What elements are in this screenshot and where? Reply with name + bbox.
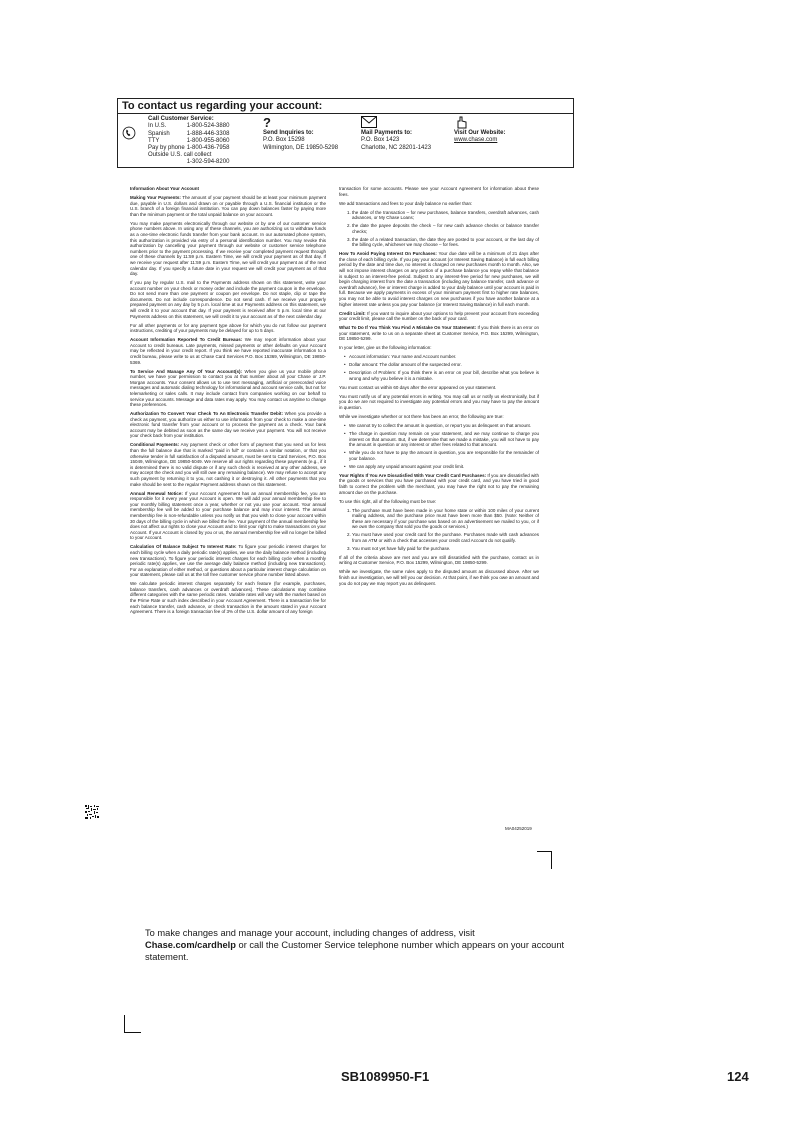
paragraph: For all other payments or for any payment type above for which you do not follow our payment instructions, crediting of your payments may be delayed for up to 5 days. <box>130 322 326 334</box>
web-heading: Visit Our Website: <box>454 130 506 136</box>
page-number: 124 <box>727 1069 749 1084</box>
paragraph: You must contact us within 60 days after the error appeared on your statement. <box>339 384 497 390</box>
phone-label: TTY <box>148 137 160 144</box>
phone-label: Pay by phone <box>148 145 185 152</box>
list-item: • Description of Problem: If you think there is an error on your bill, describe what you believe is wrong and why you believe it is a mistake. <box>349 370 539 381</box>
right-column <box>339 186 539 590</box>
paragraph: We calculate periodic interest charges separately for each feature (for example, purchases, balance transfers, cash advances or overdraft advances). These calculations may combine different categories with the same periodic rates. Variable rates will vary with the market based on the Prime Rate or such index described in your Account Agreement. There is a transaction fee for each balance transfer, cash advance, or check transaction in the amount stated in your Account Agreement. There is a foreign transaction fee of 3% of the U.S. dollar amount of any foreign <box>130 581 326 615</box>
paragraph: Account Information Reported To Credit Bureaus: We may report information about your Account to credit bureaus. Late payments, missed payments or other defaults on your Account may be reflected in your credit report. If you think we have reported inaccurate information to a credit bureau, please write to us at Chase Card Services P.O. Box 15369, Wilmington, DE 19850-5369. <box>130 337 326 365</box>
visit-website <box>454 116 505 145</box>
document-code: SB1089950-F1 <box>341 1069 430 1084</box>
phone-row <box>148 159 229 166</box>
paragraph: We add transactions and fees to your daily balance no earlier than: <box>339 200 473 206</box>
phone-row <box>148 123 229 130</box>
phone-label <box>148 159 185 166</box>
contact-columns <box>118 114 573 168</box>
list-item: • We can apply any unpaid amount against your credit limit. <box>349 464 539 470</box>
list-item: 1. the date of the transaction – for new purchases, balance transfers, overdraft advances, cash advances, or My Chase Loans; <box>352 210 539 221</box>
phone-number[interactable]: 1-888-446-3308 <box>186 130 230 137</box>
contact-box <box>117 98 574 168</box>
question-mark-icon: ? <box>263 115 271 130</box>
phone-table <box>148 123 229 166</box>
phone-row <box>148 138 229 145</box>
paragraph: Calculation Of Balance Subject To Interest Rate: To figure your periodic interest charges for each billing cycle when a daily periodic rate(s) applies, we use the daily balance method (including new transactions). To figure your periodic interest charges for each billing cycle when a monthly periodic rate(s) applies, we use the average daily balance method (including new transactions). For an explanation of either method, or questions about a particular interest charge calculation on your statement, please call us at the toll free customer service phone number listed above. <box>130 544 327 578</box>
crop-mark-top-right <box>537 851 552 869</box>
paragraph: Credit Limit: If you want to inquire about your options to help prevent your account from exceeding your credit limit, please call the number on the back of your card. <box>339 310 539 322</box>
phone-number[interactable]: 1-302-594-8200 <box>186 159 230 166</box>
section-title: Information About Your Account <box>130 186 199 191</box>
paragraph: You may make payments electronically through our website or by one of our customer service phone numbers above. In using any of these channels, you are authorizing us to withdraw funds as a one-time electronic funds transfer from your bank account. In our automated phone system, this authorization is provided via entry of a personal identification number. You may revoke this authorization by cancelling your payment through our website or customer service telephone numbers prior to the payment processing. If we receive your completed payment request through one of these channels by 11:59 p.m. Eastern Time, we will credit your payment as of that day. If we receive your request after 11:59 p.m. Eastern Time, we will credit your payment as of the next calendar day. If you specify a future date in your request we will credit your payment as of that day. <box>130 220 326 277</box>
account-management-notice <box>145 927 565 963</box>
list-item: • Account information: Your name and Account number. <box>349 354 539 360</box>
crop-mark-bottom-left <box>124 1015 141 1033</box>
notice-line1: To make changes and manage your account, including changes of address, visit <box>145 928 475 938</box>
paragraph: Authorization To Convert Your Check To An Electronic Transfer Debit: When you provide a check as payment, you authorize us either to use information from your check to make a one-time electronic fund transfer from your account or to process the payment as a check. Your bank account may be debited as soon as the same day we receive your payment. You will not receive your check back from your institution. <box>130 411 326 439</box>
paragraph: In your letter, give us the following information: <box>339 345 432 351</box>
bullet-list <box>339 354 539 381</box>
phone-number[interactable]: 1-800-955-8060 <box>186 137 230 144</box>
list-item: • Dollar amount: The dollar amount of the suspected error. <box>349 362 539 368</box>
paragraph: While we investigate whether or not there has been an error, the following are true: <box>339 414 504 420</box>
paragraph: What To Do If You Think You Find A Mistake On Your Statement: If you think there is an error on your statement, write to us on a separate sheet at Customer Service, P.O. Box 15299, Wilmington, DE 19850-5299. <box>339 325 539 342</box>
list-item: 2. the date the payee deposits the check – for new cash advance checks or balance transfer checks; <box>352 223 539 234</box>
phone-label: Outside U.S. call collect <box>148 152 212 159</box>
paragraph: To Service And Manage Any Of Your Account(s): When you give us your mobile phone number, we have your permission to contact you at that number about all your Chase or J.P. Morgan accounts. Your consent allows us to use text messaging, artificial or prerecorded voice messages and automatic dialing technology for informational and account service calls, but not for telemarketing or sales calls. It may include contact from companies working on our behalf to service your accounts. Message and data rates may apply. You may contact us anytime to change these preferences. <box>130 368 326 408</box>
document-reference: MA04252019 <box>505 826 532 831</box>
list-item: 2. You must have used your credit card for the purchase. Purchases made with cash advances from an ATM or with a check that accesses your credit card Account do not qualify. <box>352 532 539 543</box>
mail-heading: Mail Payments to: <box>361 130 413 136</box>
paragraph: Your Rights If You Are Dissatisfied With Your Credit Card Purchases: If you are dissatisfied with the goods or services that you have purchased with your credit card, and you have tried in good faith to correct the problem with the merchant, you may have the right not to pay the remaining amount due on the purchase. <box>339 472 539 495</box>
barcode-icon <box>85 805 99 819</box>
mail-line1: P.O. Box 1423 <box>361 137 400 144</box>
inquiries-heading: Send Inquiries to: <box>263 130 314 136</box>
phone-number[interactable]: 1-800-436-7958 <box>186 145 230 152</box>
paragraph: How To Avoid Paying Interest On Purchases: Your due date will be a minimum of 21 days after the close of each billing cycle. If you pay your account (or Interest Saving Balance) in full each billing period by the date and time due, no interest is charged on new purchases month to month. Also, we will not impose interest charges on any portion of a purchase balance you repay while that balance is subject to an interest-free period. Subject to any interest-free period for new purchases, we will begin charging interest from the date a transaction (including any balance transfer, cash advance or overdraft advance), fee or interest charge is added to your daily balance until your account is paid in full. Because we apply payments in excess of your minimum payment first to higher rate balances, you may not be able to avoid interest charges on new purchases if you have another balance at a higher interest rate unless you pay your balance (or Interest Saving Balance) in full each month. <box>339 251 540 307</box>
list-item: • We cannot try to collect the amount in question, or report you as delinquent on that amount. <box>349 423 539 429</box>
list-item: 3. You must not yet have fully paid for the purchase. <box>352 546 539 552</box>
envelope-icon <box>361 116 431 130</box>
phone-row <box>148 131 229 138</box>
phone-number[interactable]: 1-800-524-3880 <box>186 123 230 130</box>
paragraph: If all of the criteria above are met and you are still dissatisfied with the purchase, contact us in writing at Customer Service, P.O. Box 15299, Wilmington, DE 19850-5299. <box>339 554 539 566</box>
paragraph: If you pay by regular U.S. mail to the Payments address shown on this statement, write your account number on your check or money order and include the payment coupon in the envelope. Do not send more than one payment or coupon per envelope. Do not staple, clip or tape the documents. Do not include correspondence. Do not send cash. If we receive your properly prepared payment on any day by 5 p.m. local time at our Payments address on this statement, we will credit it to your account that day. If your payment is received after 5 p.m. local time at our Payments address on this statement, we will credit it to your account as of the next calendar day. <box>130 280 326 319</box>
paragraph: Conditional Payments: Any payment check or other form of payment that you send us for less than the full balance due that is marked "paid in full" or contains a similar notation, or that you otherwise tender in full satisfaction of a disputed amount, must be sent to Card Services, P.O. Box 15049, Wilmington, DE 19850-5049. We reserve all our rights regarding these payments (e.g., if it is determined there is no valid dispute or if any such check is received at any other address, we may accept the check and you will still owe any remaining balance). We may refuse to accept any such payment by returning it to you, not cashing it or destroying it. All other payments that you make should be sent to the regular Payment address shown on this statement. <box>130 442 326 487</box>
list-item: 1. The purchase must have been made in your home state or within 100 miles of your current mailing address, and the purchase price must have been more than $50. (Note: Neither of these are necessary if your purchase was based on an advertisement we mailed to you, or if we own the company that sold you the goods or services.) <box>352 508 539 530</box>
phone-icon <box>122 126 136 140</box>
left-column <box>130 186 326 618</box>
paragraph: To use this right, all of the following must be true: <box>339 498 437 504</box>
list-item: • The charge in question may remain on your statement, and we may continue to charge you interest on that amount. But, if we determine that we made a mistake, you will not have to pay the amount in question or any interest or other fees related to that amount. <box>349 431 539 448</box>
phone-row <box>148 145 229 152</box>
paragraph: Annual Renewal Notice: If your Account Agreement has an annual membership fee, you are responsible for it every year your Account is open. We will add your annual membership fee to your monthly billing statement once a year, whether or not you use your account. Your annual membership fee will be added to your purchase balance and may incur interest. The annual membership fee is non-refundable unless you notify us that you wish to close your account within 30 days of the billing cycle in which we billed the fee. Your payment of the annual membership fee does not affect our rights to close your Account and to limit your right to make transactions on your Account. If your Account is closed by you or us, the annual membership fee will no longer be billed to your Account. <box>130 490 326 541</box>
phone-label: Spanish <box>148 130 170 137</box>
call-heading: Call Customer Service: <box>148 116 214 122</box>
paragraph: You must notify us of any potential errors in writing. You may call us or notify us electronically, but if you do we are not required to investigate any potential errors and you may have to pay the amount in question. <box>339 393 539 411</box>
notice-line2: or call the Customer Service telephone number which appears on your account statement. <box>145 940 565 962</box>
list-item: • While you do not have to pay the amount in question, you are responsible for the remainder of your balance. <box>349 450 539 461</box>
pointer-hand-icon <box>454 116 505 130</box>
paragraph: Making Your Payments: The amount of your payment should be at least your minimum payment due, payable in U.S. dollars and drawn on or payable through a U.S. financial institution or the U.S. branch of a foreign financial institution. You can pay down balances faster by paying more than the minimum payment or the total unpaid balance on your account. <box>130 194 326 217</box>
inquiries-line2: Wilmington, DE 19850-5298 <box>263 144 339 151</box>
mail-payments <box>361 116 431 152</box>
list-item: 3. the date of a related transaction, the date they are posted to your account, or the last day of the billing cycle, whichever we may choose – for fees. <box>352 237 539 248</box>
cardhelp-link[interactable]: Chase.com/cardhelp <box>145 940 236 950</box>
numbered-list <box>339 210 539 248</box>
numbered-list <box>339 508 539 552</box>
paragraph: transaction for some accounts. Please see your Account Agreement for information about these fees. <box>339 186 539 197</box>
paragraph: While we investigate, the same rules apply to the disputed amount as discussed above. After we finish our investigation, we will tell you our decision. At that point, if we think you owe an amount and you do not pay we may report you as delinquent. <box>339 569 539 586</box>
inquiries-line1: P.O. Box 15298 <box>263 137 305 144</box>
bullet-list <box>339 423 539 469</box>
mail-line2: Charlotte, NC 28201-1423 <box>361 144 432 151</box>
phone-label: In U.S. <box>148 123 167 130</box>
send-inquiries <box>263 116 338 152</box>
website-link[interactable]: www.chase.com <box>454 137 498 144</box>
contact-title: To contact us regarding your account: <box>118 99 573 114</box>
phone-row <box>148 152 229 159</box>
call-customer-service <box>148 116 229 167</box>
